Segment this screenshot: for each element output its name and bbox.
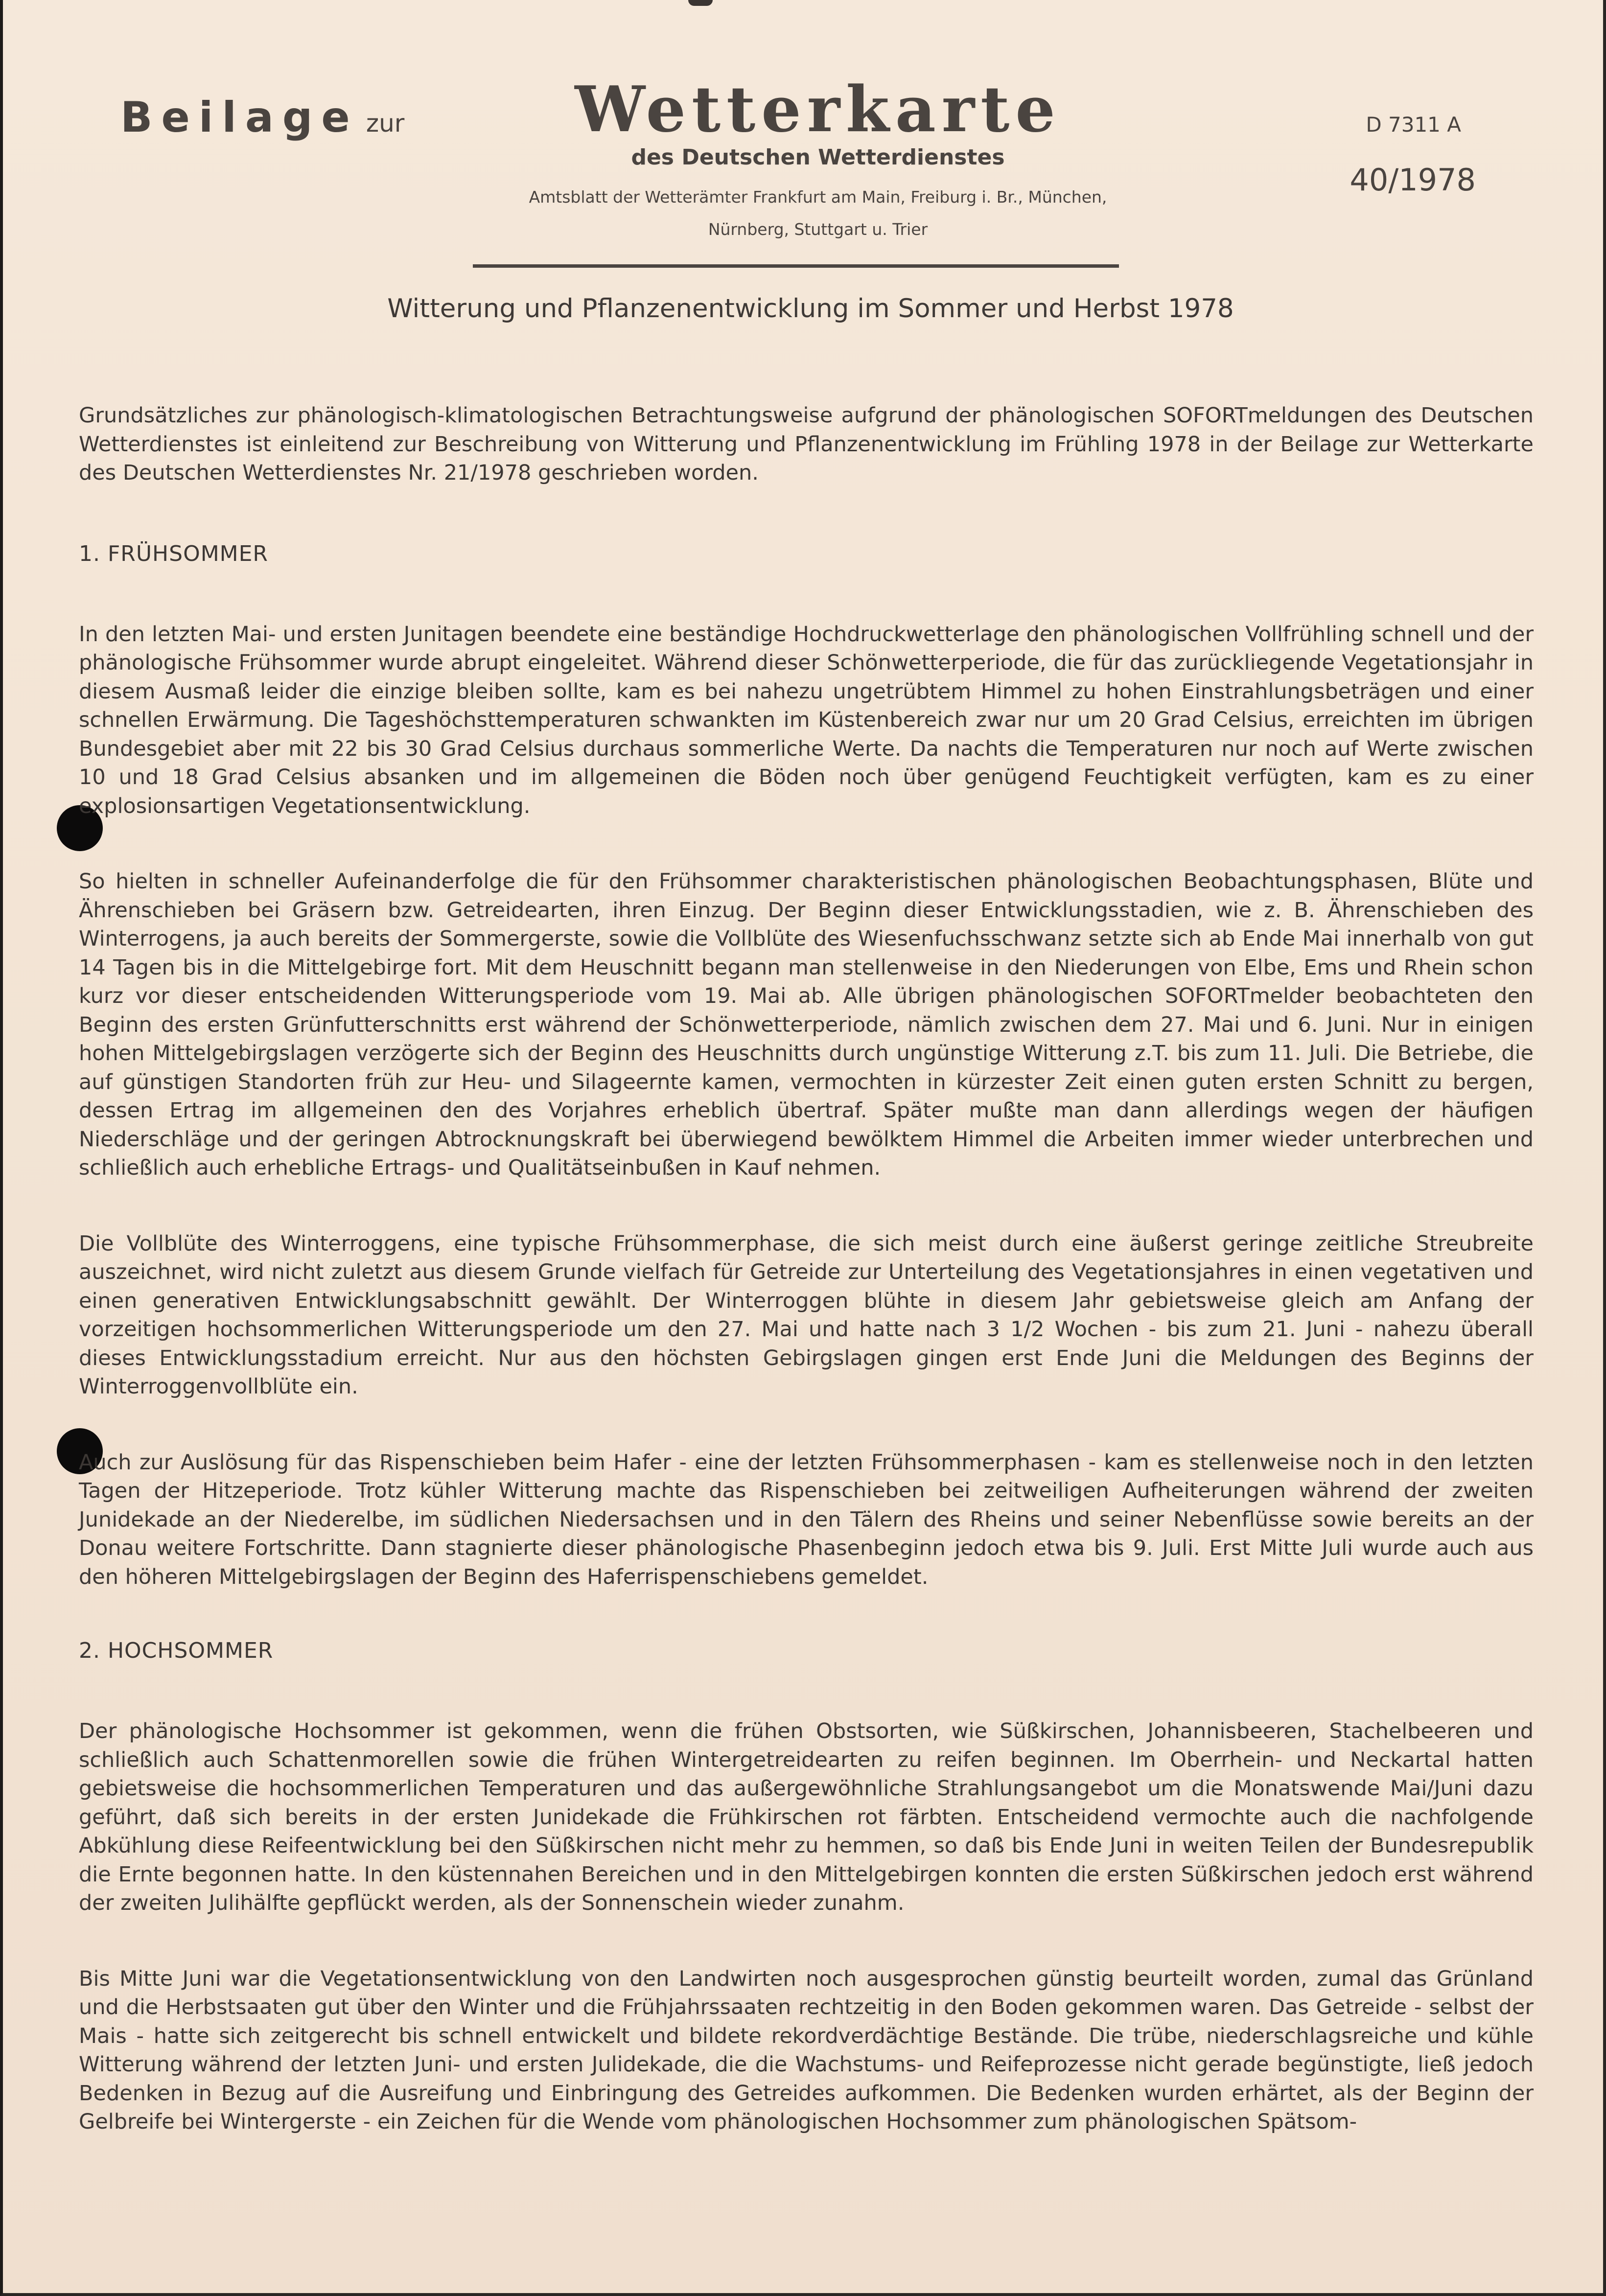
body-paragraph: Auch zur Auslösung für das Rispenschieben beim Hafer - eine der letzten Frühsommerphasen - kam es stellenweise noch in den letzten Tagen der Hitzeperiode. Trotz kühler Witterung machte das Rispenschieben bei zeitweiligen Aufheiterungen während der zweiten Junidekade an der Niederelbe, im südlichen Niedersachsen und in den Tälern des Rheins und seiner Nebenflüsse sowie bereits an der Donau weitere Fortschritte. Dann stagnierte dieser phänologische Phasenbeginn jedoch etwa bis 9. Juli. Erst Mitte Juli wurde auch aus den höheren Mittelgebirgslagen der Beginn des Haferrispenschiebens gemeldet. — [79, 1450, 1534, 1589]
document-body — [79, 401, 1534, 2136]
offices-line-2: Nürnberg, Stuttgart u. Trier — [708, 220, 928, 239]
offices-line-1: Amtsblatt der Wetterämter Frankfurt am Main, Freiburg i. Br., München, — [529, 187, 1107, 207]
header-left — [120, 93, 404, 142]
beilage-label: Beilage — [120, 93, 359, 142]
masthead-subtitle: des Deutschen Wetterdienstes — [631, 145, 1005, 170]
header-rule — [473, 264, 1119, 268]
page-notch — [688, 0, 713, 6]
section-heading-hochsommer: 2. HOCHSOMMER — [79, 1638, 274, 1663]
body-paragraph: In den letzten Mai- und ersten Junitagen beendete eine beständige Hochdruckwetterlage den phänologischen Vollfrühling schnell und der phänologische Frühsommer wurde abrupt eingeleitet. Während dieser Schönwetterperiode, die für das zurückliegende Vegetationsjahr in diesem Ausmaß leider die einzige bleiben sollte, kam es bei nahezu ungetrübtem Himmel zu hohen Einstrahlungsbeträgen und einer schnellen Erwärmung. Die Tageshöchsttemperaturen schwankten im Küstenbereich zwar nur um 20 Grad Celsius, erreichten im übrigen Bundesgebiet aber mit 22 bis 30 Grad Celsius durchaus sommerliche Werte. Da nachts die Temperaturen nur noch auf Werte zwischen 10 und 18 Grad Celsius absanken und im allgemeinen die Böden noch über genügend Feuchtigkeit verfügten, kam es zu einer explosionsartigen Vegetationsentwicklung. — [79, 622, 1534, 818]
masthead: Wetterkarte — [575, 73, 1061, 146]
issue-number: 40/1978 — [1350, 162, 1476, 198]
section-heading-fruehsommer: 1. FRÜHSOMMER — [79, 541, 268, 566]
body-paragraph: Bis Mitte Juni war die Vegetationsentwicklung von den Landwirten noch ausgesprochen günstig beurteilt worden, zumal das Grünland und die Herbstsaaten gut über den Winter und die Frühjahrssaaten rechtzeitig in den Boden gekommen waren. Das Getreide - selbst der Mais - hatte sich zeitgerecht bis schnell entwickelt und bildete rekordverdächtige Bestände. Die trübe, niederschlagsreiche und kühle Witterung während der letzten Juni- und ersten Julidekade, die die Wachstums- und Reifeprozesse nicht gerade begünstigte, ließ jedoch Bedenken in Bezug auf die Ausreifung und Einbringung des Getreides aufkommen. Die Bedenken wurden erhärtet, als der Beginn der Gelbreife bei Wintergerste - ein Zeichen für die Wende vom phänologischen Hochsommer zum phänologischen Spätsom- — [79, 1966, 1534, 2134]
document-title: Witterung und Pflanzenentwicklung im Sommer und Herbst 1978 — [387, 294, 1234, 324]
intro-paragraph: Grundsätzliches zur phänologisch-klimatologischen Betrachtungsweise aufgrund der phänologischen SOFORTmeldungen des Deutschen Wetterdienstes ist einleitend zur Beschreibung von Witterung und Pflanzenentwicklung im Frühling 1978 in der Beilage zur Wetterkarte des Deutschen Wetterdienstes Nr. 21/1978 geschrieben worden. — [79, 403, 1534, 485]
body-paragraph: Der phänologische Hochsommer ist gekommen, wenn die frühen Obstsorten, wie Süßkirschen, Johannisbeeren, Stachelbeeren und schließlich auch Schattenmorellen sowie die frühen Wintergetreidearten zu reifen beginnen. Im Oberrhein- und Neckartal hatten gebietsweise die hochsommerlichen Temperaturen und das außergewöhnliche Strahlungsangebot um die Monatswende Mai/Juni dazu geführt, daß sich bereits in der ersten Junidekade die Frühkirschen rot färbten. Entscheidend vermochte auch die nachfolgende Abkühlung diese Reifeentwicklung bei den Süßkirschen nicht mehr zu hemmen, so daß bis Ende Juni in weiten Teilen der Bundesrepublik die Ernte begonnen hatte. In den küstennahen Bereichen und in den Mittelgebirgen konnten die ersten Süßkirschen jedoch erst während der zweiten Julihälfte gepflückt werden, als der Sonnenschein wieder zunahm. — [79, 1719, 1534, 1915]
body-paragraph: Die Vollblüte des Winterroggens, eine typische Frühsommerphase, die sich meist durch eine äußerst geringe zeitliche Streubreite auszeichnet, wird nicht zuletzt aus diesem Grunde vielfach für Getreide zur Unterteilung des Vegetationsjahres in einen vegetativen und einen generativen Entwicklungsabschnitt gewählt. Der Winterroggen blühte in diesem Jahr gebietsweise gleich am Anfang der vorzeitigen hochsommerlichen Witterungsperiode um den 27. Mai und hatte nach 3 1/2 Wochen - bis zum 21. Juni - nahezu überall dieses Entwicklungsstadium erreicht. Nur aus den höchsten Gebirgslagen gingen erst Ende Juni die Meldungen des Beginns der Winterroggenvollblüte ein. — [79, 1231, 1534, 1399]
zur-label: zur — [366, 109, 405, 138]
header-right — [1350, 113, 1476, 198]
doc-number: D 7311 A — [1366, 113, 1461, 137]
offices-block — [463, 181, 1173, 246]
body-paragraph: So hielten in schneller Aufeinanderfolge die für den Frühsommer charakteristischen phänologischen Beobachtungsphasen, Blüte und Ährenschieben bei Gräsern bzw. Getreidearten, ihren Einzug. Der Beginn dieser Entwicklungsstadien, wie z. B. Ährenschieben des Winterrogens, ja auch bereits der Sommergerste, sowie die Vollblüte des Wiesenfuchsschwanz setzte sich ab Ende Mai innerhalb von gut 14 Tagen bis in die Mittelgebirge fort. Mit dem Heuschnitt begann man stellenweise in den Niederungen von Elbe, Ems und Rhein schon kurz vor dieser entscheidenden Witterungsperiode vom 19. Mai ab. Alle übrigen phänologischen SOFORTmelder beobachteten den Beginn des ersten Grünfutterschnitts erst während der Schönwetterperiode, nämlich zwischen dem 27. Mai und 6. Juni. Nur in einigen hohen Mittelgebirgslagen verzögerte sich der Beginn des Heuschnitts durch ungünstige Witterung z.T. bis zum 11. Juli. Die Betriebe, die auf günstigen Standorten früh zur Heu- und Silageernte kamen, vermochten in kürzester Zeit einen guten ersten Schnitt zu bergen, dessen Ertrag im allgemeinen den des Vorjahres erheblich übertraf. Später mußte man dann allerdings wegen der häufigen Niederschläge und der geringen Abtrocknungskraft bei überwiegend bewölktem Himmel die Arbeiten immer wieder unterbrechen und schließlich auch erhebliche Ertrags- und Qualitätseinbußen in Kauf nehmen. — [79, 869, 1534, 1180]
